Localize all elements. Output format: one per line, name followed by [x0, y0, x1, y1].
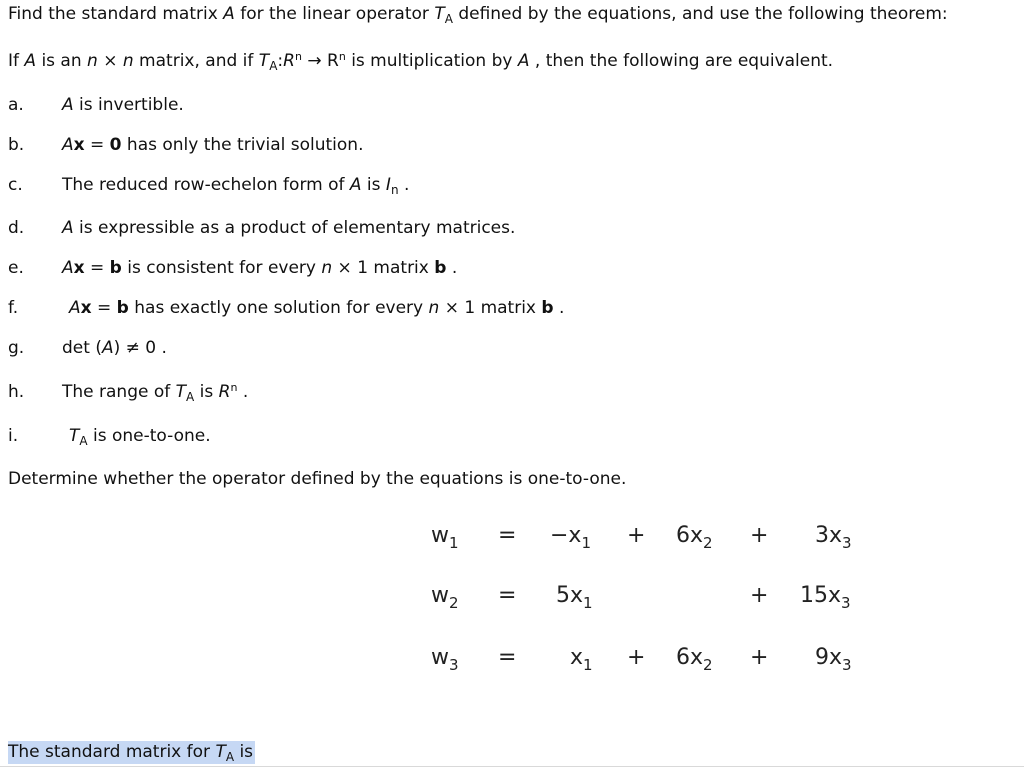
term: 6x: [676, 523, 704, 548]
item-text-rest: has only the trivial solution.: [121, 135, 364, 155]
item-text-mid: is: [361, 175, 386, 195]
term-subscript: 3: [842, 534, 852, 552]
intro-text: is an: [36, 51, 88, 71]
theorem-item-i: [0, 426, 1024, 448]
theorem-item-a: [0, 95, 1024, 117]
space-exponent: n: [230, 381, 238, 394]
space-symbol: R: [218, 382, 231, 402]
item-text: [62, 135, 363, 155]
theorem-item-b: [0, 135, 1024, 157]
n-symbol: n: [321, 258, 333, 278]
term-subscript: 1: [581, 534, 591, 552]
answer-prompt[interactable]: [8, 742, 255, 762]
equals-sign: =: [91, 298, 117, 318]
question-text: Determine whether the operator defined by the equations is one-to-one.: [8, 469, 627, 489]
eq-row1-term1: [550, 523, 591, 552]
identity-symbol: I: [385, 175, 391, 195]
term: 15x: [800, 583, 842, 608]
w-subscript: 1: [449, 534, 459, 552]
vector-b: b: [434, 258, 447, 278]
item-text: [62, 95, 184, 115]
intro-text: for the linear operator: [234, 4, 435, 24]
item-letter: b.: [8, 135, 25, 155]
matrix-symbol: A: [24, 51, 37, 71]
item-text-mid: is consistent for every: [121, 258, 322, 278]
det-prefix: det (: [62, 338, 102, 358]
item-text-end: .: [446, 258, 458, 278]
theorem-item-d: [0, 218, 1024, 240]
det-suffix: ) ≠ 0 .: [113, 338, 167, 358]
term: x: [570, 645, 584, 670]
theorem-item-h: [0, 382, 1024, 404]
intro-text: matrix, and if: [133, 51, 259, 71]
item-text: [62, 175, 409, 195]
operator-subscript: A: [79, 434, 88, 448]
times-symbol: ×: [97, 51, 123, 71]
term-subscript: 3: [842, 656, 852, 674]
operator-subscript: A: [269, 59, 278, 73]
identity-subscript: n: [390, 183, 399, 197]
matrix-symbol: A: [223, 4, 235, 24]
eq-lhs-1: [431, 523, 459, 552]
term: 6x: [676, 645, 704, 670]
theorem-item-c: [0, 175, 1024, 197]
bottom-divider: [0, 766, 1024, 767]
answer-prompt-text: is: [234, 742, 254, 762]
vector-x: x: [73, 135, 85, 155]
operator-symbol: T: [175, 382, 187, 402]
eq-equals-2: =: [498, 583, 517, 608]
intro-text: , then the following are equivalent.: [529, 51, 834, 71]
intro-text: Find the standard matrix: [8, 4, 224, 24]
intro-text: is multiplication by: [345, 51, 518, 71]
item-letter: d.: [8, 218, 25, 238]
item-text: [62, 338, 167, 358]
intro-text: If: [8, 51, 25, 71]
matrix-symbol: A: [62, 218, 74, 238]
term: 5x: [556, 583, 584, 608]
w-symbol: w: [431, 583, 449, 608]
term-subscript: 3: [841, 594, 851, 612]
theorem-item-g: [0, 338, 1024, 360]
item-text-rest: is one-to-one.: [87, 426, 211, 446]
eq-equals-1: =: [498, 523, 517, 548]
intro-line-2: [8, 51, 833, 71]
colon: :: [277, 51, 284, 71]
eq-equals-3: =: [498, 645, 517, 670]
eq-row1-term2: [676, 523, 713, 552]
item-letter: i.: [8, 426, 19, 446]
term-subscript: 1: [583, 594, 593, 612]
eq-plus: +: [750, 523, 769, 548]
item-letter: f.: [8, 298, 19, 318]
w-subscript: 2: [449, 594, 459, 612]
equals-sign: =: [84, 258, 110, 278]
w-symbol: w: [431, 523, 449, 548]
n-symbol: n: [87, 51, 98, 71]
vector-x: x: [80, 298, 92, 318]
theorem-item-e: [0, 258, 1024, 280]
answer-prompt-text: The standard matrix for: [8, 742, 216, 762]
item-text-end: .: [398, 175, 410, 195]
item-text: [69, 426, 211, 446]
eq-row3-term1: [570, 645, 593, 674]
operator-subscript: A: [225, 750, 235, 764]
intro-text: defined by the equations, and use the following theorem:: [452, 4, 948, 24]
eq-lhs-3: [431, 645, 459, 674]
vector-x: x: [73, 258, 85, 278]
eq-plus: +: [750, 583, 769, 608]
item-letter: e.: [8, 258, 24, 278]
n-symbol: n: [428, 298, 440, 318]
term-subscript: 1: [583, 656, 593, 674]
eq-row2-term1: [556, 583, 593, 612]
item-text-rest: is expressible as a product of elementary matrices.: [73, 218, 516, 238]
item-text-end: .: [553, 298, 565, 318]
matrix-symbol: A: [349, 175, 362, 195]
eq-plus: +: [750, 645, 769, 670]
item-text-mid: has exactly one solution for every: [128, 298, 429, 318]
w-symbol: w: [431, 645, 449, 670]
operator-symbol: T: [69, 426, 80, 446]
vector-b: b: [541, 298, 554, 318]
operator-symbol: T: [258, 51, 270, 71]
item-text-rest: is invertible.: [73, 95, 184, 115]
eq-plus: +: [627, 523, 646, 548]
operator-symbol: T: [215, 742, 226, 762]
item-text: [62, 218, 515, 238]
item-text-pre: The range of: [62, 382, 176, 402]
operator-subscript: A: [444, 12, 453, 26]
item-letter: g.: [8, 338, 25, 358]
vector-b: b: [116, 298, 129, 318]
operator-symbol: T: [434, 4, 445, 24]
eq-row3-term3: [815, 645, 852, 674]
intro-line-1: [8, 4, 948, 24]
term: −x: [550, 523, 582, 548]
item-text: [62, 382, 248, 402]
operator-subscript: A: [186, 390, 195, 404]
item-text: [62, 258, 457, 278]
eq-plus: +: [627, 645, 646, 670]
matrix-symbol: A: [101, 338, 114, 358]
matrix-symbol: A: [69, 298, 81, 318]
matrix-symbol: A: [62, 258, 74, 278]
zero-vector: 0: [109, 135, 122, 155]
item-text-dim: × 1 matrix: [439, 298, 542, 318]
space-exponent: n: [294, 50, 302, 63]
space-exponent: n: [338, 50, 346, 63]
space-symbol: R: [283, 51, 295, 71]
n-symbol: n: [122, 51, 134, 71]
equals-sign: =: [84, 135, 110, 155]
matrix-symbol: A: [62, 95, 74, 115]
item-text-mid: is: [194, 382, 219, 402]
term-subscript: 2: [703, 534, 713, 552]
term-subscript: 2: [703, 656, 713, 674]
eq-lhs-2: [431, 583, 459, 612]
item-letter: h.: [8, 382, 25, 402]
theorem-item-f: [0, 298, 1024, 320]
w-subscript: 3: [449, 656, 459, 674]
eq-row1-term3: [815, 523, 852, 552]
item-letter: a.: [8, 95, 24, 115]
item-letter: c.: [8, 175, 23, 195]
eq-row3-term2: [676, 645, 713, 674]
item-text-end: .: [237, 382, 249, 402]
answer-prompt-highlight[interactable]: [8, 741, 255, 764]
eq-row2-term3: [800, 583, 851, 612]
matrix-symbol: A: [517, 51, 530, 71]
item-text-pre: The reduced row-echelon form of: [62, 175, 350, 195]
term: 9x: [815, 645, 843, 670]
matrix-symbol: A: [62, 135, 74, 155]
vector-b: b: [109, 258, 122, 278]
item-text-dim: × 1 matrix: [332, 258, 435, 278]
term: 3x: [815, 523, 843, 548]
item-text: [69, 298, 564, 318]
arrow-symbol: → R: [301, 51, 339, 71]
